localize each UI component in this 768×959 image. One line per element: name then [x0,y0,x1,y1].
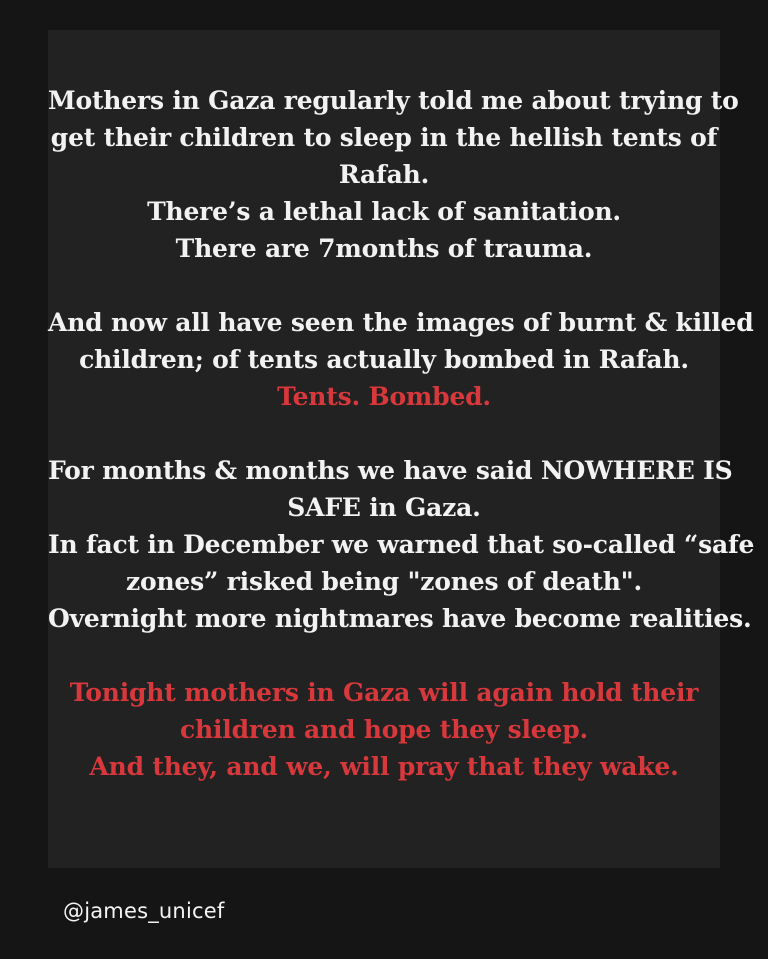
highlight-line: Tonight mothers in Gaza will again hold their [69,678,699,707]
text-line: In fact in December we warned that so-called “safe [48,530,755,559]
highlight-line: children and hope they sleep. [180,715,588,744]
post-text [48,82,755,785]
paragraph-gap [48,415,720,452]
highlight-line: Tents. Bombed. [277,382,491,411]
text-line: For months & months we have said NOWHERE IS [48,456,733,485]
author-handle[interactable]: @james_unicef [63,899,225,923]
text-line: get their children to sleep in the hellish tents of [50,123,718,152]
text-line: There’s a lethal lack of sanitation. [147,197,621,226]
highlight-line: And they, and we, will pray that they wake. [89,752,679,781]
text-line: SAFE in Gaza. [287,493,481,522]
text-line: There are 7months of trauma. [175,234,593,263]
text-line: zones” risked being "zones of death". [125,567,643,596]
text-card [48,30,755,868]
text-line: Overnight more nightmares have become realities. [48,604,752,633]
text-line: And now all have seen the images of burnt & killed [48,308,754,337]
paragraph-gap [48,267,720,304]
text-line: Mothers in Gaza regularly told me about trying to [48,86,739,115]
text-line: children; of tents actually bombed in Rafah. [79,345,689,374]
text-line: Rafah. [338,160,430,189]
paragraph-gap [48,637,720,674]
